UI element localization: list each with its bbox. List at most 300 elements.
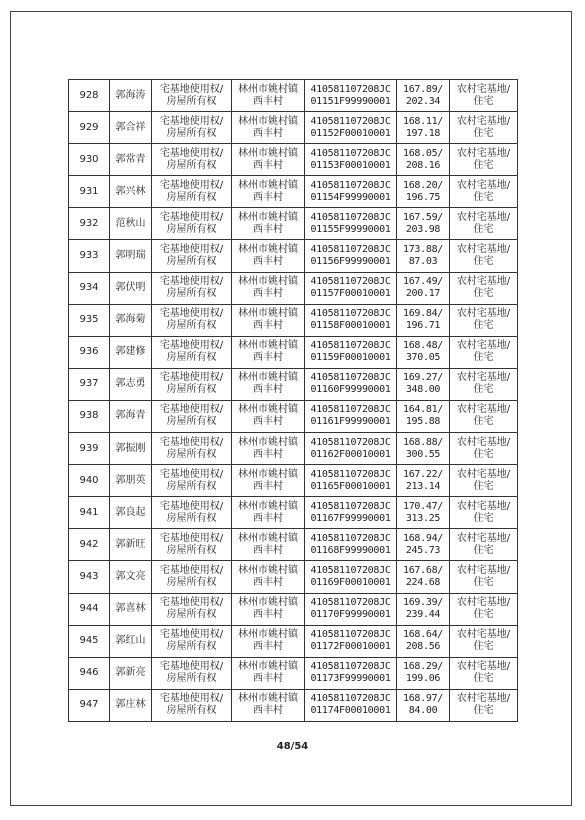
area-cell bbox=[397, 144, 450, 176]
area-cell-line: 196.71 bbox=[405, 320, 441, 332]
location-cell-line: 西丰村 bbox=[253, 512, 283, 524]
area-cell-line: 370.05 bbox=[405, 352, 441, 364]
right-type-cell-line: 房屋所有权 bbox=[166, 256, 217, 268]
parcel-code-cell-line: 01159F00010001 bbox=[310, 352, 391, 364]
land-use-cell-line: 住宅 bbox=[473, 673, 494, 685]
right-type-cell-line: 房屋所有权 bbox=[166, 191, 217, 203]
registration-table-body bbox=[69, 80, 518, 722]
parcel-code-cell-line: 01174F00010001 bbox=[310, 705, 391, 717]
location-cell-line: 西丰村 bbox=[253, 416, 283, 428]
owner-name-cell: 郭良起 bbox=[110, 497, 152, 529]
area-cell-line: 199.06 bbox=[405, 673, 441, 685]
row-number-cell: 937 bbox=[69, 368, 110, 400]
area-cell-line: 348.00 bbox=[405, 384, 441, 396]
table-row bbox=[69, 80, 518, 112]
land-use-cell-line: 农村宅基地/ bbox=[456, 597, 511, 609]
location-cell-line: 西丰村 bbox=[253, 288, 283, 300]
right-type-cell-line: 宅基地使用权/ bbox=[159, 500, 224, 512]
owner-name-cell: 郭喜林 bbox=[110, 593, 152, 625]
table-row bbox=[69, 689, 518, 721]
land-use-cell bbox=[450, 208, 518, 240]
row-number-cell: 928 bbox=[69, 80, 110, 112]
land-use-cell-line: 农村宅基地/ bbox=[456, 211, 511, 223]
table-row bbox=[69, 465, 518, 497]
location-cell-line: 西丰村 bbox=[253, 127, 283, 139]
land-use-cell-line: 住宅 bbox=[473, 641, 494, 653]
area-cell-line: 168.64/ bbox=[402, 629, 444, 641]
right-type-cell bbox=[152, 400, 232, 432]
location-cell-line: 西丰村 bbox=[253, 641, 283, 653]
area-cell-line: 195.88 bbox=[405, 416, 441, 428]
location-cell-line: 林州市姚村镇 bbox=[238, 597, 298, 609]
right-type-cell-line: 房屋所有权 bbox=[166, 320, 217, 332]
area-cell-line: 168.48/ bbox=[402, 340, 444, 352]
registration-table bbox=[68, 79, 518, 722]
parcel-code-cell-line: 01170F99990001 bbox=[310, 609, 391, 621]
location-cell bbox=[232, 465, 305, 497]
location-cell-line: 西丰村 bbox=[253, 705, 283, 717]
land-use-cell-line: 住宅 bbox=[473, 223, 494, 235]
area-cell-line: 167.68/ bbox=[402, 564, 444, 576]
parcel-code-cell bbox=[305, 433, 397, 465]
area-cell-line: 170.47/ bbox=[402, 500, 444, 512]
area-cell-line: 245.73 bbox=[405, 544, 441, 556]
right-type-cell-line: 宅基地使用权/ bbox=[159, 372, 224, 384]
location-cell-line: 西丰村 bbox=[253, 223, 283, 235]
location-cell-line: 林州市姚村镇 bbox=[238, 179, 298, 191]
parcel-code-cell bbox=[305, 625, 397, 657]
right-type-cell-line: 宅基地使用权/ bbox=[159, 468, 224, 480]
right-type-cell-line: 宅基地使用权/ bbox=[159, 436, 224, 448]
location-cell bbox=[232, 561, 305, 593]
right-type-cell-line: 宅基地使用权/ bbox=[159, 244, 224, 256]
parcel-code-cell-line: 410581107208JC bbox=[310, 147, 391, 159]
right-type-cell-line: 宅基地使用权/ bbox=[159, 83, 224, 95]
parcel-code-cell bbox=[305, 304, 397, 336]
location-cell-line: 西丰村 bbox=[253, 191, 283, 203]
location-cell-line: 西丰村 bbox=[253, 480, 283, 492]
parcel-code-cell bbox=[305, 689, 397, 721]
land-use-cell-line: 住宅 bbox=[473, 448, 494, 460]
area-cell-line: 196.75 bbox=[405, 191, 441, 203]
right-type-cell-line: 房屋所有权 bbox=[166, 223, 217, 235]
parcel-code-cell-line: 410581107208JC bbox=[310, 244, 391, 256]
row-number-cell: 945 bbox=[69, 625, 110, 657]
right-type-cell-line: 房屋所有权 bbox=[166, 673, 217, 685]
land-use-cell-line: 住宅 bbox=[473, 127, 494, 139]
parcel-code-cell-line: 410581107208JC bbox=[310, 211, 391, 223]
land-use-cell-line: 农村宅基地/ bbox=[456, 179, 511, 191]
parcel-code-cell bbox=[305, 561, 397, 593]
area-cell-line: 200.17 bbox=[405, 288, 441, 300]
right-type-cell-line: 房屋所有权 bbox=[166, 576, 217, 588]
table-row bbox=[69, 144, 518, 176]
parcel-code-cell-line: 410581107208JC bbox=[310, 308, 391, 320]
parcel-code-cell-line: 01162F00010001 bbox=[310, 448, 391, 460]
parcel-code-cell-line: 410581107208JC bbox=[310, 532, 391, 544]
right-type-cell-line: 宅基地使用权/ bbox=[159, 147, 224, 159]
land-use-cell-line: 住宅 bbox=[473, 159, 494, 171]
area-cell-line: 169.39/ bbox=[402, 597, 444, 609]
location-cell-line: 西丰村 bbox=[253, 673, 283, 685]
land-use-cell-line: 住宅 bbox=[473, 384, 494, 396]
land-use-cell bbox=[450, 689, 518, 721]
parcel-code-cell-line: 410581107208JC bbox=[310, 629, 391, 641]
right-type-cell bbox=[152, 689, 232, 721]
location-cell bbox=[232, 304, 305, 336]
location-cell-line: 林州市姚村镇 bbox=[238, 83, 298, 95]
land-use-cell bbox=[450, 465, 518, 497]
right-type-cell bbox=[152, 368, 232, 400]
page-number: 48/54 bbox=[276, 741, 309, 752]
right-type-cell-line: 房屋所有权 bbox=[166, 384, 217, 396]
area-cell bbox=[397, 240, 450, 272]
location-cell-line: 林州市姚村镇 bbox=[238, 115, 298, 127]
owner-name-cell: 郭红山 bbox=[110, 625, 152, 657]
location-cell-line: 林州市姚村镇 bbox=[238, 372, 298, 384]
parcel-code-cell-line: 01152F00010001 bbox=[310, 127, 391, 139]
parcel-code-cell bbox=[305, 176, 397, 208]
location-cell bbox=[232, 529, 305, 561]
row-number-cell: 935 bbox=[69, 304, 110, 336]
right-type-cell bbox=[152, 465, 232, 497]
location-cell-line: 林州市姚村镇 bbox=[238, 147, 298, 159]
right-type-cell-line: 宅基地使用权/ bbox=[159, 340, 224, 352]
parcel-code-cell-line: 410581107208JC bbox=[310, 693, 391, 705]
land-use-cell-line: 住宅 bbox=[473, 480, 494, 492]
right-type-cell bbox=[152, 433, 232, 465]
land-use-cell-line: 农村宅基地/ bbox=[456, 404, 511, 416]
right-type-cell-line: 宅基地使用权/ bbox=[159, 532, 224, 544]
right-type-cell-line: 宅基地使用权/ bbox=[159, 693, 224, 705]
location-cell-line: 西丰村 bbox=[253, 384, 283, 396]
area-cell-line: 167.59/ bbox=[402, 211, 444, 223]
parcel-code-cell-line: 410581107208JC bbox=[310, 83, 391, 95]
parcel-code-cell-line: 410581107208JC bbox=[310, 597, 391, 609]
location-cell-line: 林州市姚村镇 bbox=[238, 404, 298, 416]
area-cell bbox=[397, 304, 450, 336]
land-use-cell-line: 农村宅基地/ bbox=[456, 500, 511, 512]
area-cell-line: 168.94/ bbox=[402, 532, 444, 544]
land-use-cell-line: 农村宅基地/ bbox=[456, 693, 511, 705]
parcel-code-cell bbox=[305, 80, 397, 112]
right-type-cell-line: 房屋所有权 bbox=[166, 544, 217, 556]
row-number-cell: 933 bbox=[69, 240, 110, 272]
land-use-cell-line: 住宅 bbox=[473, 352, 494, 364]
table-row bbox=[69, 400, 518, 432]
location-cell-line: 林州市姚村镇 bbox=[238, 661, 298, 673]
right-type-cell bbox=[152, 272, 232, 304]
parcel-code-cell-line: 410581107208JC bbox=[310, 468, 391, 480]
right-type-cell bbox=[152, 112, 232, 144]
right-type-cell-line: 房屋所有权 bbox=[166, 416, 217, 428]
area-cell bbox=[397, 529, 450, 561]
row-number-cell: 947 bbox=[69, 689, 110, 721]
owner-name-cell: 郭新旺 bbox=[110, 529, 152, 561]
area-cell bbox=[397, 368, 450, 400]
land-use-cell-line: 农村宅基地/ bbox=[456, 308, 511, 320]
row-number-cell: 946 bbox=[69, 657, 110, 689]
land-use-cell-line: 农村宅基地/ bbox=[456, 436, 511, 448]
location-cell-line: 西丰村 bbox=[253, 609, 283, 621]
location-cell bbox=[232, 336, 305, 368]
location-cell-line: 林州市姚村镇 bbox=[238, 468, 298, 480]
area-cell-line: 169.84/ bbox=[402, 308, 444, 320]
right-type-cell-line: 宅基地使用权/ bbox=[159, 597, 224, 609]
location-cell-line: 林州市姚村镇 bbox=[238, 629, 298, 641]
location-cell bbox=[232, 368, 305, 400]
land-use-cell-line: 农村宅基地/ bbox=[456, 372, 511, 384]
location-cell-line: 林州市姚村镇 bbox=[238, 436, 298, 448]
land-use-cell bbox=[450, 304, 518, 336]
parcel-code-cell bbox=[305, 465, 397, 497]
land-use-cell bbox=[450, 176, 518, 208]
area-cell-line: 167.89/ bbox=[402, 83, 444, 95]
right-type-cell-line: 房屋所有权 bbox=[166, 127, 217, 139]
area-cell-line: 168.29/ bbox=[402, 661, 444, 673]
land-use-cell bbox=[450, 529, 518, 561]
land-use-cell bbox=[450, 625, 518, 657]
location-cell bbox=[232, 625, 305, 657]
land-use-cell bbox=[450, 561, 518, 593]
right-type-cell-line: 房屋所有权 bbox=[166, 448, 217, 460]
parcel-code-cell bbox=[305, 593, 397, 625]
land-use-cell-line: 农村宅基地/ bbox=[456, 244, 511, 256]
location-cell-line: 林州市姚村镇 bbox=[238, 308, 298, 320]
table-row bbox=[69, 240, 518, 272]
land-use-cell-line: 农村宅基地/ bbox=[456, 340, 511, 352]
land-use-cell bbox=[450, 272, 518, 304]
row-number-cell: 943 bbox=[69, 561, 110, 593]
right-type-cell-line: 房屋所有权 bbox=[166, 641, 217, 653]
area-cell-line: 213.14 bbox=[405, 480, 441, 492]
parcel-code-cell-line: 01169F00010001 bbox=[310, 576, 391, 588]
location-cell-line: 林州市姚村镇 bbox=[238, 244, 298, 256]
location-cell bbox=[232, 593, 305, 625]
location-cell-line: 林州市姚村镇 bbox=[238, 276, 298, 288]
right-type-cell bbox=[152, 561, 232, 593]
location-cell bbox=[232, 400, 305, 432]
location-cell bbox=[232, 112, 305, 144]
area-cell bbox=[397, 336, 450, 368]
area-cell-line: 87.03 bbox=[408, 256, 438, 268]
right-type-cell-line: 宅基地使用权/ bbox=[159, 661, 224, 673]
right-type-cell-line: 宅基地使用权/ bbox=[159, 276, 224, 288]
right-type-cell-line: 宅基地使用权/ bbox=[159, 404, 224, 416]
owner-name-cell: 郭海青 bbox=[110, 400, 152, 432]
area-cell-line: 224.68 bbox=[405, 576, 441, 588]
owner-name-cell: 郭朋英 bbox=[110, 465, 152, 497]
right-type-cell-line: 房屋所有权 bbox=[166, 159, 217, 171]
land-use-cell bbox=[450, 80, 518, 112]
owner-name-cell: 郭兴林 bbox=[110, 176, 152, 208]
land-use-cell bbox=[450, 240, 518, 272]
parcel-code-cell-line: 01173F99990001 bbox=[310, 673, 391, 685]
location-cell bbox=[232, 240, 305, 272]
land-use-cell-line: 住宅 bbox=[473, 288, 494, 300]
location-cell-line: 西丰村 bbox=[253, 256, 283, 268]
area-cell bbox=[397, 657, 450, 689]
right-type-cell-line: 房屋所有权 bbox=[166, 609, 217, 621]
location-cell bbox=[232, 657, 305, 689]
land-use-cell-line: 住宅 bbox=[473, 191, 494, 203]
land-use-cell bbox=[450, 112, 518, 144]
parcel-code-cell-line: 410581107208JC bbox=[310, 340, 391, 352]
area-cell-line: 168.88/ bbox=[402, 436, 444, 448]
area-cell bbox=[397, 112, 450, 144]
area-cell-line: 169.27/ bbox=[402, 372, 444, 384]
area-cell-line: 164.81/ bbox=[402, 404, 444, 416]
parcel-code-cell-line: 01168F99990001 bbox=[310, 544, 391, 556]
table-row bbox=[69, 561, 518, 593]
parcel-code-cell-line: 01167F99990001 bbox=[310, 512, 391, 524]
location-cell bbox=[232, 497, 305, 529]
area-cell-line: 239.44 bbox=[405, 609, 441, 621]
parcel-code-cell-line: 410581107208JC bbox=[310, 115, 391, 127]
land-use-cell bbox=[450, 593, 518, 625]
land-use-cell-line: 农村宅基地/ bbox=[456, 276, 511, 288]
land-use-cell-line: 农村宅基地/ bbox=[456, 629, 511, 641]
owner-name-cell: 郭志勇 bbox=[110, 368, 152, 400]
right-type-cell bbox=[152, 657, 232, 689]
parcel-code-cell-line: 01161F99990001 bbox=[310, 416, 391, 428]
parcel-code-cell-line: 410581107208JC bbox=[310, 276, 391, 288]
land-use-cell bbox=[450, 368, 518, 400]
parcel-code-cell-line: 01154F99990001 bbox=[310, 191, 391, 203]
location-cell-line: 西丰村 bbox=[253, 320, 283, 332]
parcel-code-cell-line: 410581107208JC bbox=[310, 500, 391, 512]
owner-name-cell: 郭海菊 bbox=[110, 304, 152, 336]
parcel-code-cell bbox=[305, 240, 397, 272]
location-cell-line: 林州市姚村镇 bbox=[238, 211, 298, 223]
area-cell-line: 313.25 bbox=[405, 512, 441, 524]
land-use-cell-line: 农村宅基地/ bbox=[456, 532, 511, 544]
parcel-code-cell-line: 410581107208JC bbox=[310, 179, 391, 191]
table-row bbox=[69, 336, 518, 368]
area-cell-line: 84.00 bbox=[408, 705, 438, 717]
parcel-code-cell bbox=[305, 400, 397, 432]
land-use-cell-line: 农村宅基地/ bbox=[456, 147, 511, 159]
location-cell-line: 西丰村 bbox=[253, 544, 283, 556]
land-use-cell-line: 住宅 bbox=[473, 416, 494, 428]
parcel-code-cell-line: 01156F99990001 bbox=[310, 256, 391, 268]
parcel-code-cell bbox=[305, 112, 397, 144]
table-row bbox=[69, 497, 518, 529]
area-cell-line: 208.16 bbox=[405, 159, 441, 171]
parcel-code-cell bbox=[305, 368, 397, 400]
parcel-code-cell-line: 01172F00010001 bbox=[310, 641, 391, 653]
land-use-cell-line: 住宅 bbox=[473, 512, 494, 524]
location-cell-line: 西丰村 bbox=[253, 352, 283, 364]
land-use-cell bbox=[450, 144, 518, 176]
table-row bbox=[69, 176, 518, 208]
area-cell bbox=[397, 176, 450, 208]
row-number-cell: 939 bbox=[69, 433, 110, 465]
parcel-code-cell-line: 01157F00010001 bbox=[310, 288, 391, 300]
parcel-code-cell-line: 410581107208JC bbox=[310, 661, 391, 673]
land-use-cell-line: 农村宅基地/ bbox=[456, 661, 511, 673]
area-cell-line: 173.88/ bbox=[402, 244, 444, 256]
row-number-cell: 940 bbox=[69, 465, 110, 497]
land-use-cell-line: 农村宅基地/ bbox=[456, 564, 511, 576]
right-type-cell bbox=[152, 144, 232, 176]
right-type-cell-line: 房屋所有权 bbox=[166, 705, 217, 717]
row-number-cell: 944 bbox=[69, 593, 110, 625]
owner-name-cell: 郭建修 bbox=[110, 336, 152, 368]
right-type-cell-line: 房屋所有权 bbox=[166, 288, 217, 300]
land-use-cell-line: 住宅 bbox=[473, 544, 494, 556]
parcel-code-cell bbox=[305, 208, 397, 240]
area-cell-line: 168.97/ bbox=[402, 693, 444, 705]
area-cell-line: 300.55 bbox=[405, 448, 441, 460]
area-cell bbox=[397, 497, 450, 529]
row-number-cell: 938 bbox=[69, 400, 110, 432]
location-cell-line: 林州市姚村镇 bbox=[238, 693, 298, 705]
area-cell-line: 167.49/ bbox=[402, 276, 444, 288]
table-row bbox=[69, 433, 518, 465]
table-row bbox=[69, 304, 518, 336]
right-type-cell-line: 房屋所有权 bbox=[166, 512, 217, 524]
area-cell bbox=[397, 689, 450, 721]
parcel-code-cell-line: 01151F99990001 bbox=[310, 95, 391, 107]
area-cell bbox=[397, 272, 450, 304]
area-cell bbox=[397, 80, 450, 112]
right-type-cell-line: 宅基地使用权/ bbox=[159, 629, 224, 641]
parcel-code-cell-line: 410581107208JC bbox=[310, 436, 391, 448]
right-type-cell-line: 宅基地使用权/ bbox=[159, 179, 224, 191]
land-use-cell bbox=[450, 657, 518, 689]
right-type-cell bbox=[152, 625, 232, 657]
parcel-code-cell-line: 410581107208JC bbox=[310, 404, 391, 416]
parcel-code-cell-line: 410581107208JC bbox=[310, 372, 391, 384]
table-row bbox=[69, 625, 518, 657]
right-type-cell-line: 宅基地使用权/ bbox=[159, 308, 224, 320]
parcel-code-cell-line: 01165F00010001 bbox=[310, 480, 391, 492]
right-type-cell bbox=[152, 529, 232, 561]
land-use-cell-line: 住宅 bbox=[473, 576, 494, 588]
parcel-code-cell bbox=[305, 272, 397, 304]
land-use-cell-line: 住宅 bbox=[473, 95, 494, 107]
location-cell-line: 西丰村 bbox=[253, 159, 283, 171]
owner-name-cell: 郭常青 bbox=[110, 144, 152, 176]
parcel-code-cell bbox=[305, 657, 397, 689]
location-cell-line: 西丰村 bbox=[253, 576, 283, 588]
table-row bbox=[69, 272, 518, 304]
location-cell-line: 林州市姚村镇 bbox=[238, 340, 298, 352]
table-row bbox=[69, 208, 518, 240]
area-cell-line: 168.20/ bbox=[402, 179, 444, 191]
table-row bbox=[69, 529, 518, 561]
area-cell bbox=[397, 433, 450, 465]
area-cell-line: 202.34 bbox=[405, 95, 441, 107]
location-cell-line: 林州市姚村镇 bbox=[238, 564, 298, 576]
row-number-cell: 942 bbox=[69, 529, 110, 561]
land-use-cell-line: 住宅 bbox=[473, 705, 494, 717]
area-cell-line: 167.22/ bbox=[402, 468, 444, 480]
parcel-code-cell bbox=[305, 529, 397, 561]
location-cell-line: 林州市姚村镇 bbox=[238, 532, 298, 544]
land-use-cell-line: 农村宅基地/ bbox=[456, 468, 511, 480]
row-number-cell: 934 bbox=[69, 272, 110, 304]
right-type-cell bbox=[152, 176, 232, 208]
row-number-cell: 929 bbox=[69, 112, 110, 144]
owner-name-cell: 郭文亮 bbox=[110, 561, 152, 593]
area-cell-line: 197.18 bbox=[405, 127, 441, 139]
parcel-code-cell-line: 01155F99990001 bbox=[310, 223, 391, 235]
right-type-cell-line: 宅基地使用权/ bbox=[159, 564, 224, 576]
right-type-cell-line: 宅基地使用权/ bbox=[159, 211, 224, 223]
parcel-code-cell bbox=[305, 497, 397, 529]
